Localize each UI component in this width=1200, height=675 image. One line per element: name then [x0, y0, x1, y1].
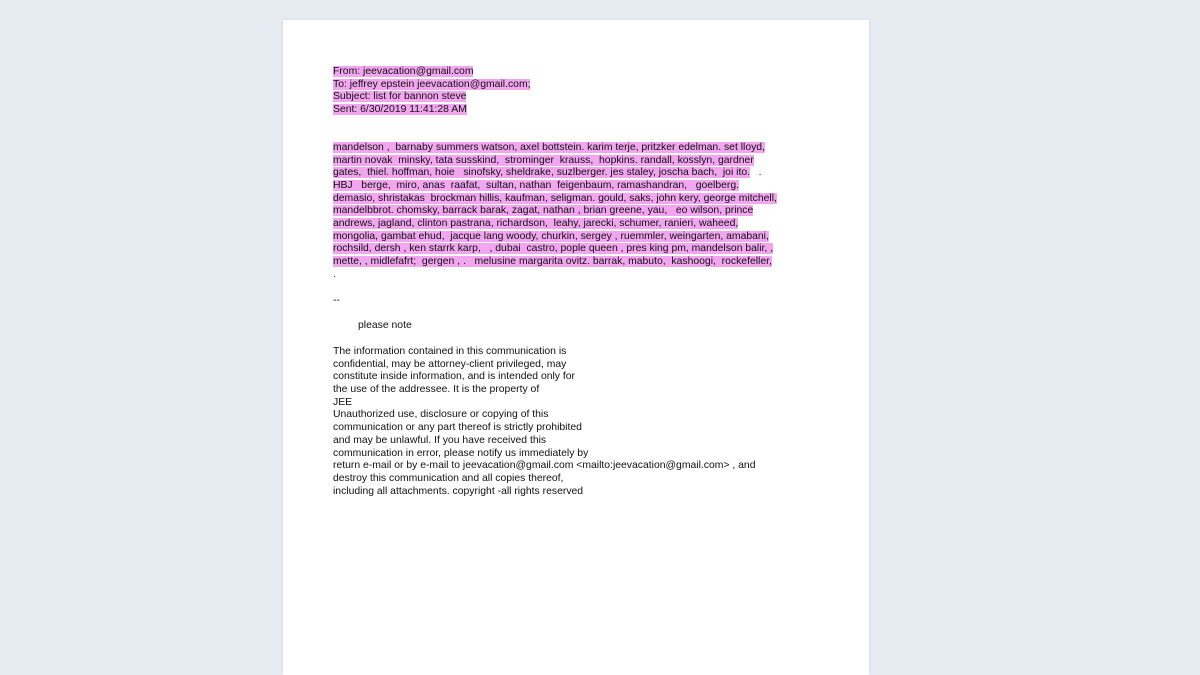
sent-header: Sent: 6/30/2019 11:41:28 AM	[333, 104, 467, 116]
body-line-trailing: .	[758, 167, 762, 179]
disclaimer	[333, 346, 833, 498]
disclaimer-line: confidential, may be attorney-client privileged, may	[333, 358, 567, 370]
email-body	[333, 142, 833, 282]
from-header: From: jeevacation@gmail.com	[333, 66, 474, 77]
email-content	[333, 66, 833, 498]
body-line: mandelbbrot. chomsky, barrack barak, zagat, nathan , brian greene, yau, eo wilson, prince	[333, 205, 754, 217]
body-end-mark: .	[333, 268, 336, 280]
email-headers	[333, 66, 833, 117]
disclaimer-line: the use of the addressee. It is the property of	[333, 384, 540, 396]
body-line: HBJ berge, miro, anas raafat, sultan, nathan feigenbaum, ramashandran, goelberg.	[333, 179, 740, 191]
disclaimer-line: Unauthorized use, disclosure or copying of this	[333, 409, 549, 421]
body-line: demasio, shristakas brockman hillis, kaufman, seligman. gould, saks, john kery, george mitchell,	[333, 192, 777, 204]
body-line: mette, , midlefafrt; gergen , . melusine margarita ovitz. barrak, mabuto, kashoogi, rockefeller,	[333, 256, 772, 268]
disclaimer-line: destroy this communication and all copies thereof,	[333, 472, 564, 484]
to-header: To: jeffrey epstein jeevacation@gmail.com;	[333, 78, 531, 90]
body-line: rochsild, dersh , ken starrk karp, , dubai castro, pople queen , pres king pm, mandelson balir, ,	[333, 243, 774, 255]
subject-header: Subject: list for bannon steve	[333, 91, 467, 103]
disclaimer-line: return e-mail or by e-mail to jeevacation@gmail.com <mailto:jeevacation@gmail.com> , and	[333, 460, 756, 472]
disclaimer-line: communication in error, please notify us immediately by	[333, 447, 589, 459]
body-line: mongolia, gambat ehud, jacque lang woody, churkin, sergey , ruemmler, weingarten, amabani,	[333, 230, 769, 242]
note-heading: please note	[358, 320, 412, 332]
body-line: martin novak minsky, tata susskind, strominger krauss, hopkins. randall, kosslyn, gardner	[333, 154, 754, 166]
body-line: andrews, jagland, clinton pastrana, richardson, leahy, jarecki, schumer, ranieri, waheed,	[333, 218, 739, 230]
disclaimer-line: JEE	[333, 396, 353, 408]
signature-separator: --	[333, 294, 340, 306]
document-page	[283, 20, 869, 675]
disclaimer-line: The information contained in this communication is	[333, 345, 567, 357]
disclaimer-line: including all attachments. copyright -all rights reserved	[333, 485, 584, 497]
body-line: mandelson , barnaby summers watson, axel bottstein. karim terje, pritzker edelman. set lloyd,	[333, 141, 765, 153]
disclaimer-line: communication or any part thereof is strictly prohibited	[333, 422, 582, 434]
disclaimer-line: constitute inside information, and is intended only for	[333, 371, 576, 383]
body-line: gates, thiel. hoffman, hoie sinofsky, sheldrake, suzlberger. jes staley, joscha bach, joi ito.	[333, 167, 750, 179]
disclaimer-line: and may be unlawful. If you have received this	[333, 434, 547, 446]
